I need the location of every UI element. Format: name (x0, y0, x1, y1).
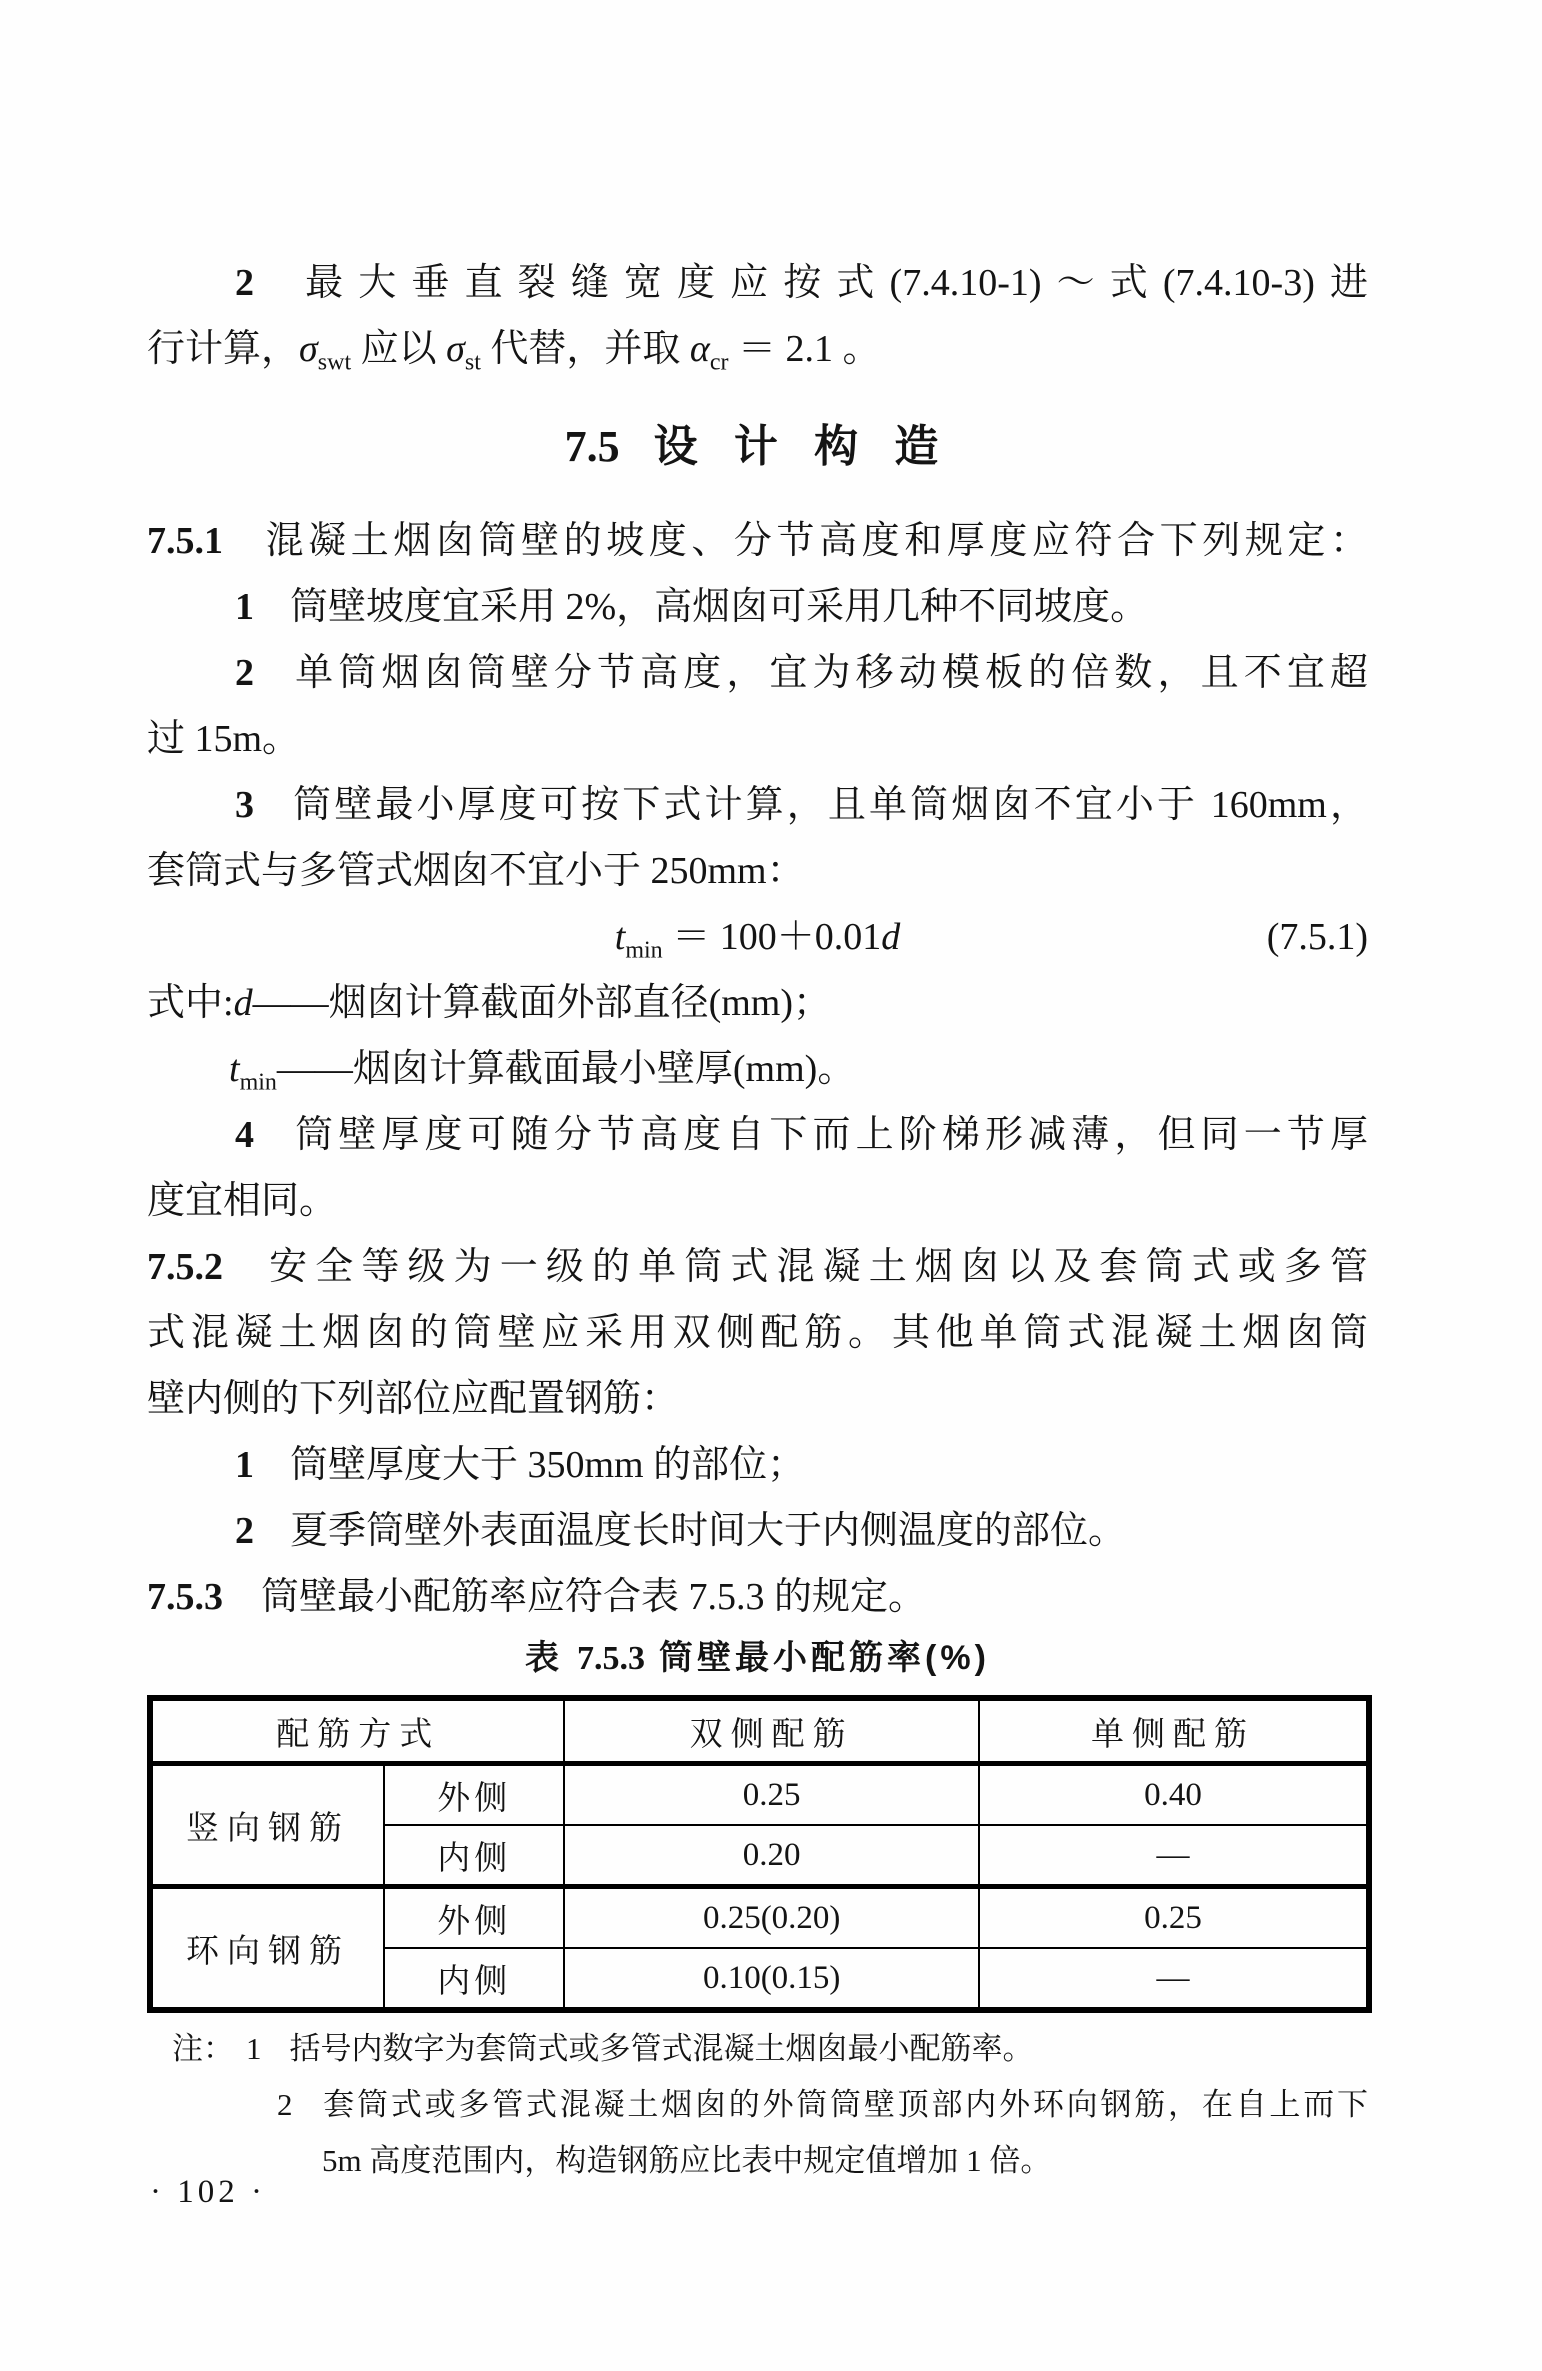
para-crack-seg1: 行计算， (147, 328, 300, 370)
para-crack-seg4: ＝ 2.1 。 (728, 328, 881, 370)
where-dash: —— (276, 1048, 353, 1090)
clause-751-item3-line2 (147, 838, 1368, 904)
clause-751-item4-line2 (147, 1168, 1368, 1234)
side-outer: 外侧 (384, 1764, 564, 1826)
section-heading-number: 7.5 (564, 422, 620, 471)
value-double: 0.25 (564, 1764, 978, 1826)
item-number: 4 (235, 1114, 254, 1156)
table-row (150, 1764, 1369, 1826)
formula-variable-d: d (881, 916, 901, 958)
clause-752-text2: 式混凝土烟囱的筒壁应采用双侧配筋。其他单筒式混凝土烟囱筒 (147, 1312, 1368, 1354)
where-variable-d: d (233, 982, 253, 1024)
table-title (147, 1630, 1368, 1686)
clause-752-line2 (147, 1300, 1368, 1366)
para-crack-line2 (147, 316, 1368, 382)
clause-number: 7.5.1 (147, 520, 223, 562)
clause-752-item2-text: 夏季筒壁外表面温度长时间大于内侧温度的部位。 (290, 1510, 1127, 1552)
table-notes (147, 2021, 1368, 2189)
table-header-method: 配筋方式 (150, 1698, 564, 1764)
item2-text2: 过 15m。 (147, 718, 301, 760)
item1-text: 筒壁坡度宜采用 2%，高烟囱可采用几种不同坡度。 (290, 586, 1149, 628)
clause-752-text3: 壁内侧的下列部位应配置钢筋： (147, 1378, 680, 1420)
clause-751-item1 (147, 574, 1368, 640)
value-single: — (979, 1948, 1369, 2010)
item-number: 1 (235, 586, 254, 628)
sigma-subscript-st: st (464, 349, 481, 376)
section-heading-title: 设 计 构 造 (653, 422, 951, 471)
para-crack-seg3: 代替，并取 (480, 328, 690, 370)
where-prefix: 式中: (147, 982, 234, 1024)
para-crack-text1: 最大垂直裂缝宽度应按式(7.4.10-1)～式(7.4.10-3)进 (290, 262, 1368, 304)
clause-751-item2-line2 (147, 706, 1368, 772)
item-number: 2 (235, 652, 254, 694)
where-line2 (147, 1036, 1368, 1102)
table-header-single-side: 单侧配筋 (979, 1698, 1369, 1764)
note-2-line2 (147, 2133, 1368, 2189)
para-crack-line1 (147, 250, 1368, 316)
clause-752-line3 (147, 1366, 1368, 1432)
table-title-prefix: 表 (525, 1639, 564, 1677)
note-1-text: 括号内数字为套筒式或多管式混凝土烟囱最小配筋率。 (289, 2031, 1034, 2066)
value-double: 0.25(0.20) (564, 1887, 978, 1949)
item4-text1: 筒壁厚度可随分节高度自下而上阶梯形减薄，但同一节厚 (290, 1114, 1368, 1156)
text-column (147, 0, 1368, 2189)
item2-text1: 单筒烟囱筒壁分节高度，宜为移动模板的倍数，且不宜超 (290, 652, 1368, 694)
side-inner: 内侧 (384, 1825, 564, 1887)
clause-753 (147, 1564, 1368, 1630)
sigma-symbol: σ (299, 328, 318, 370)
alpha-symbol: α (689, 328, 710, 370)
clause-752-item2 (147, 1498, 1368, 1564)
item-number: 2 (235, 262, 254, 304)
group-vertical-rebar: 竖向钢筋 (150, 1764, 384, 1887)
para-crack-seg2: 应以 (351, 328, 447, 370)
table-title-number: 7.5.3 (577, 1640, 646, 1677)
value-single: — (979, 1825, 1369, 1887)
table-row (150, 1887, 1369, 1949)
group-hoop-rebar: 环向钢筋 (150, 1887, 384, 2011)
where-dash: —— (252, 982, 329, 1024)
note-1 (147, 2021, 1368, 2077)
clause-751 (147, 508, 1368, 574)
clause-752-item1 (147, 1432, 1368, 1498)
alpha-subscript-cr: cr (709, 349, 729, 376)
note-label: 注： (172, 2031, 234, 2066)
clause-752-line1 (147, 1234, 1368, 1300)
formula-equation-number: (7.5.1) (1266, 916, 1368, 958)
item-number: 2 (235, 1510, 254, 1552)
clause-751-item3-line1 (147, 772, 1368, 838)
sigma-subscript-swt: swt (317, 349, 352, 376)
value-single: 0.25 (979, 1887, 1369, 1949)
note-number: 1 (246, 2031, 262, 2066)
clause-752-text1: 安全等级为一级的单筒式混凝土烟囱以及套筒式或多管 (261, 1246, 1368, 1288)
item4-text2: 度宜相同。 (147, 1180, 338, 1222)
item-number: 1 (235, 1444, 254, 1486)
where-line1 (147, 970, 1368, 1036)
sigma-symbol: σ (446, 328, 465, 370)
side-outer: 外侧 (384, 1887, 564, 1949)
note-2-line1 (147, 2077, 1368, 2133)
formula-751 (147, 904, 1368, 970)
value-double: 0.10(0.15) (564, 1948, 978, 2010)
table-title-text: 筒壁最小配筋率(%) (659, 1639, 990, 1677)
item3-text1: 筒壁最小厚度可按下式计算，且单筒烟囱不宜小于 160mm， (290, 784, 1368, 826)
formula-subscript-min: min (625, 937, 663, 964)
item-number: 3 (235, 784, 254, 826)
formula-variable-t: t (614, 916, 626, 958)
min-reinforcement-ratio-table (147, 1695, 1372, 2013)
note-2-text1: 套筒式或多管式混凝土烟囱的外筒筒壁顶部内外环向钢筋，在自上而下 (320, 2087, 1368, 2122)
table-header-double-side: 双侧配筋 (564, 1698, 978, 1764)
note-number: 2 (277, 2087, 293, 2122)
where-subscript-min: min (239, 1069, 277, 1096)
value-single: 0.40 (979, 1764, 1369, 1826)
clause-753-text: 筒壁最小配筋率应符合表 7.5.3 的规定。 (261, 1576, 927, 1618)
value-double: 0.20 (564, 1825, 978, 1887)
clause-752-item1-text: 筒壁厚度大于 350mm 的部位； (290, 1444, 806, 1486)
clause-number: 7.5.3 (147, 1576, 223, 1618)
section-heading (147, 414, 1368, 480)
note-2-text2: 5m 高度范围内，构造钢筋应比表中规定值增加 1 倍。 (322, 2143, 1052, 2178)
clause-number: 7.5.2 (147, 1246, 223, 1288)
page-number: · 102 · (150, 2174, 266, 2210)
formula-body: ＝ 100＋0.01 (662, 916, 882, 958)
where-variable-t: t (229, 1048, 240, 1090)
where-text2: 烟囱计算截面最小壁厚(mm)。 (352, 1048, 856, 1090)
clause-751-text: 混凝土烟囱筒壁的坡度、分节高度和厚度应符合下列规定： (261, 520, 1368, 562)
clause-751-item2-line1 (147, 640, 1368, 706)
table-header-row (150, 1698, 1369, 1764)
clause-751-item4-line1 (147, 1102, 1368, 1168)
where-text1: 烟囱计算截面外部直径(mm)； (328, 982, 831, 1024)
side-inner: 内侧 (384, 1948, 564, 2010)
item3-text2: 套筒式与多管式烟囱不宜小于 250mm： (147, 850, 805, 892)
